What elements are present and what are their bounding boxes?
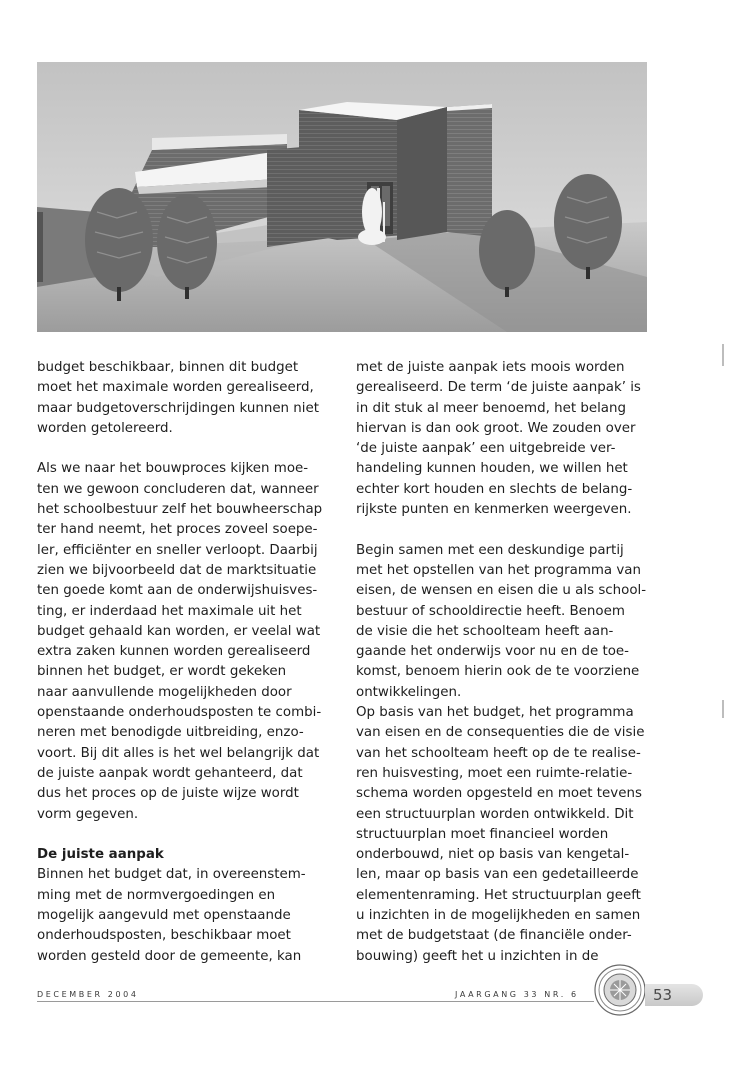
- left-column: [37, 358, 337, 967]
- text-line: ming met de normvergoedingen en: [37, 887, 276, 903]
- text-line: gaande het onderwijs voor nu en de toe-: [356, 644, 629, 660]
- text-line: ren huisvesting, moet een ruimte-relatie-: [356, 765, 633, 781]
- school-building-icon: [37, 62, 647, 332]
- text-line: schema worden opgesteld en moet tevens: [356, 786, 642, 802]
- text-line: de visie die het schoolteam heeft aan-: [356, 623, 614, 639]
- text-line: zien we bijvoorbeeld dat de marktsituatie: [37, 562, 317, 578]
- text-line: eisen, de wensen en eisen die u als school-: [356, 583, 647, 599]
- text-line: met de budgetstaat (de financiële onder-: [356, 928, 632, 944]
- text-line: in dit stuk al meer benoemd, het belang: [356, 400, 626, 416]
- footer-rule: [37, 1001, 594, 1002]
- footer-date: DECEMBER 2004: [37, 990, 139, 999]
- text-line: voort. Bij dit alles is het wel belangrijk dat: [37, 745, 320, 761]
- text-line: van eisen en de consequenties die de visie: [356, 725, 645, 741]
- building-render-image: [37, 62, 647, 332]
- seal-icon: [594, 964, 646, 1016]
- text-line: van het schoolteam heeft op de te realise-: [356, 745, 641, 761]
- text-line: mogelijk aangevuld met openstaande: [37, 908, 291, 924]
- text-line: extra zaken kunnen worden gerealiseerd: [37, 644, 311, 660]
- text-line: met de juiste aanpak iets moois worden: [356, 360, 625, 375]
- text-line: ontwikkelingen.: [356, 684, 462, 700]
- text-line: onderhoudsposten, beschikbaar moet: [37, 928, 291, 944]
- text-line: worden getolereerd.: [37, 420, 173, 436]
- text-line: bestuur of schooldirectie heeft. Benoem: [356, 603, 625, 619]
- text-line: binnen het budget, er wordt gekeken: [37, 664, 287, 680]
- text-line: budget gehaald kan worden, er veelal wat: [37, 623, 321, 639]
- text-line: ‘de juiste aanpak’ een uitgebreide ver-: [356, 441, 616, 457]
- text-line: naar aanvullende mogelijkheden door: [37, 684, 292, 700]
- text-line: echter kort houden en slechts de belang-: [356, 481, 633, 497]
- text-line: bouwing) geeft het u inzichten in de: [356, 948, 599, 964]
- text-line: moet het maximale worden gerealiseerd,: [37, 380, 314, 396]
- text-line: ten goede komt aan de onderwijshuisves-: [37, 583, 318, 599]
- text-line: Binnen het budget dat, in overeenstem-: [37, 867, 306, 883]
- text-line: structuurplan moet financieel worden: [356, 826, 609, 842]
- text-line: Als we naar het bouwproces kijken moe-: [37, 461, 309, 477]
- right-column: [356, 358, 656, 967]
- text-line: de juiste aanpak wordt gehanteerd, dat: [37, 765, 303, 781]
- footer-volume: JAARGANG 33 NR. 6: [455, 990, 579, 999]
- text-line: worden gesteld door de gemeente, kan: [37, 948, 302, 964]
- text-line: ting, er inderdaad het maximale uit het: [37, 603, 302, 619]
- text-line: neren met benodigde uitbreiding, enzo-: [37, 725, 304, 741]
- text-line: ler, efficiënter en sneller verloopt. Daarbij: [37, 542, 318, 558]
- page-number: 53: [645, 984, 703, 1006]
- text-line: Op basis van het budget, het programma: [356, 705, 634, 721]
- text-line: hiervan is dan ook groot. We zouden over: [356, 420, 636, 436]
- text-line: onderbouwd, niet op basis van kengetal-: [356, 847, 630, 863]
- text-line: gerealiseerd. De term ‘de juiste aanpak’ is: [356, 380, 641, 396]
- text-line: met het opstellen van het programma van: [356, 562, 641, 578]
- text-line: maar budgetoverschrijdingen kunnen niet: [37, 400, 319, 416]
- page-edge-mark: [722, 344, 724, 366]
- text-line: rijkste punten en kenmerken weergeven.: [356, 502, 632, 518]
- text-line: dus het proces op de juiste wijze wordt: [37, 786, 299, 802]
- text-line: budget beschikbaar, binnen dit budget: [37, 360, 299, 375]
- section-heading: De juiste aanpak: [37, 847, 164, 863]
- text-line: u inzichten in de mogelijkheden en samen: [356, 908, 641, 924]
- text-line: ter hand neemt, het proces zoveel soepe-: [37, 522, 318, 538]
- text-line: het schoolbestuur zelf het bouwheerschap: [37, 502, 323, 518]
- text-line: openstaande onderhoudsposten te combi-: [37, 705, 322, 721]
- text-line: ten we gewoon concluderen dat, wanneer: [37, 481, 319, 497]
- text-line: Begin samen met een deskundige partij: [356, 542, 624, 558]
- page-edge-mark: [722, 700, 724, 718]
- text-line: een structuurplan worden ontwikkeld. Dit: [356, 806, 634, 822]
- text-line: komst, benoem hierin ook de te voorziene: [356, 664, 640, 680]
- text-line: handeling kunnen houden, we willen het: [356, 461, 628, 477]
- text-line: elementenraming. Het structuurplan geeft: [356, 887, 641, 903]
- text-line: len, maar op basis van een gedetailleerde: [356, 867, 639, 883]
- text-line: vorm gegeven.: [37, 806, 139, 822]
